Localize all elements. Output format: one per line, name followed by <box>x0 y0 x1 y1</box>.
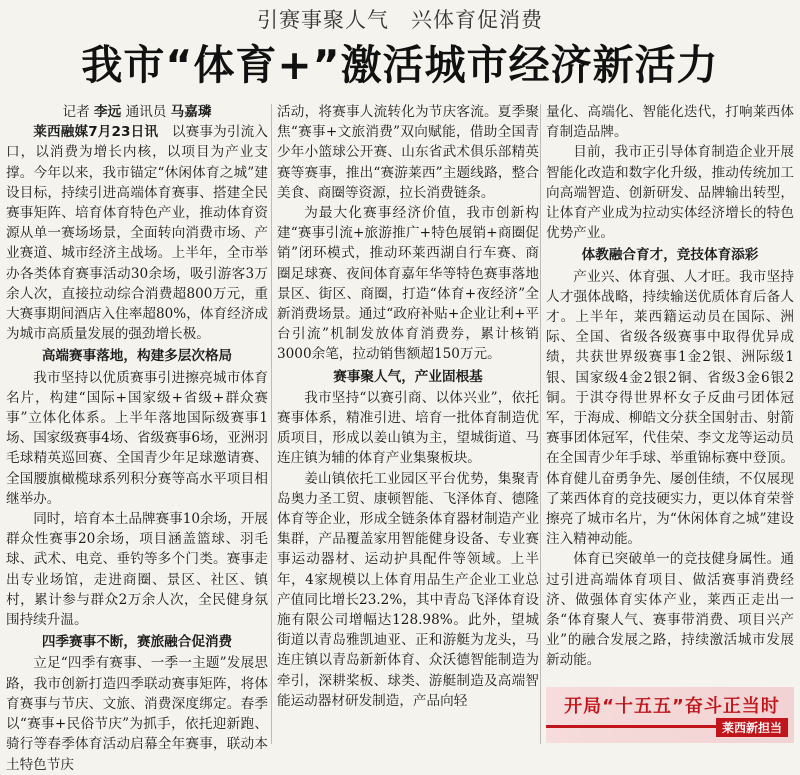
paragraph: 活动，将赛事人流转化为节庆客流。夏季聚焦“赛事+文旅消费”双向赋能，借助全国青少年小篮球公开赛、山东省武术俱乐部精英赛等赛事，推出“赛游莱西”主题线路，整合美食、商圈等资源，拉长消费链条。 <box>277 104 539 201</box>
column-divider <box>540 104 541 744</box>
article-subtitle: 引赛事聚人气 兴体育促消费 <box>257 8 543 32</box>
article-column-3 <box>546 102 794 682</box>
correspondent-name: 马嘉璘 <box>170 104 212 120</box>
paragraph-text: 以赛事为引流入口，以消费为增长内核，以项目为产业支撑。今年以来，我市锚定“休闲体育之城”建设目标，持续引进高端体育赛事、搭建全民赛事矩阵、培育体育特色产业，推动体育资源从单一赛场场景，全面转向消费市场、产业赛道、城市经济主战场。上半年，全市举办各类体育赛事活动30余场，吸引游客3万余人次，直接拉动综合消费超800万元，重大赛事期间酒店入住率超80%，体育经济成为城市高质量发展的强劲增长极。 <box>6 124 269 343</box>
correspondent-label: 通讯员 <box>125 104 167 120</box>
article-column-1 <box>6 102 269 773</box>
paragraph: 我市坚持以优质赛事引进擦亮城市体育名片，构建“国际+国家级+省级+群众赛事”立体化体系。上半年落地国际级赛事1场、国家级赛事4场、省级赛事6场，亚洲羽毛球精英巡回赛、全国青少年足球邀请赛、全国腰旗橄榄球系列积分赛等高水平项目相继举办。 <box>6 369 268 507</box>
paragraph <box>6 122 268 344</box>
banner-title: 开局“十五五”奋斗正当时 <box>564 696 780 717</box>
paragraph: 为最大化赛事经济价值，我市创新构建“赛事引流+旅游推广+特色展销+商圈促销”闭环模式，推动环莱西湖自行车赛、商圈足球赛、夜间体育嘉年华等特色赛事落地景区、街区、商圈，打造“体育+夜经济”全新消费场景。通过“政府补贴+企业让利+平台引流”机制发放体育消费券，累计核销3000余笔，拉动销售额超150万元。 <box>277 205 539 363</box>
section-heading: 高端赛事落地，构建多层次格局 <box>41 348 233 365</box>
paragraph: 姜山镇依托工业园区平台优势，集聚青岛奥力圣工贸、康顿智能、飞泽体育、德隆体育等企业，形成全链条体育器材制造产业集群，产品覆盖家用智能健身设备、专业赛事运动器材、运动护具配件等领域。上半年，4家规模以上体育用品生产企业工业总产值同比增长23.2%，其中青岛飞泽体育设施有限公司增幅达128.98%。此外，望城街道以青岛雅凯迪亚、正和游艇为龙头，马连庄镇以青岛新新体育、众沃德智能制造为牵引，深耕桨板、球类、游艇制造及高端智能运动器材研发制造，产品向轻 <box>277 470 539 709</box>
dateline: 莱西融媒7月23日讯 <box>33 124 159 141</box>
paragraph: 目前，我市正引导体育制造企业开展智能化改造和数字化升级，推动传统加工向高端智造、创新研发、品牌输出转型，让体育产业成为拉动实体经济增长的特色优势产业。 <box>546 144 794 242</box>
column-divider <box>271 104 272 744</box>
paragraph: 量化、高端化、智能化迭代，打响莱西体育制造品牌。 <box>546 104 794 141</box>
byline <box>6 102 268 122</box>
banner-ribbon <box>546 725 726 728</box>
campaign-banner <box>546 687 794 743</box>
paragraph: 同时，培育本土品牌赛事10余场，开展群众性赛事20余场，项目涵盖篮球、羽毛球、武术、电竞、垂钓等多个门类。赛事走出专业场馆，走进商圈、景区、社区、镇村，累计参与群众2万余人次，全民健身氛围持续升温。 <box>6 511 268 629</box>
banner-tag: 莱西新担当 <box>716 718 788 737</box>
reporter-label: 记者 <box>62 104 90 120</box>
paragraph: 体育已突破单一的竞技健身属性。通过引进高端体育项目、做活赛事消费经济、做强体育实体产业，莱西正走出一条“体育聚人气、赛事带消费、项目兴产业”的融合发展之路，持续激活城市发展新动能。 <box>546 551 794 669</box>
section-heading: 四季赛事不断，赛旅融合促消费 <box>41 634 233 651</box>
paragraph: 立足“四季有赛事、一季一主题”发展思路，我市创新打造四季联动赛事矩阵，将体育赛事与节庆、文旅、消费深度绑定。春季以“赛事+民俗节庆”为抓手，依托迎新跑、骑行等春季体育活动启幕全年赛事，联动本土特色节庆 <box>6 655 268 773</box>
reporter-name: 李远 <box>94 104 122 120</box>
paragraph: 产业兴、体育强、人才旺。我市坚持人才强体战略，持续输送优质体育后备人才。上半年，莱西籍运动员在国际、洲际、全国、省级各级赛事中取得优异成绩，共获世界级赛事1金2银、洲际级1银、国家级4金2银2铜、省级3金6银2铜。于淇夺得世界杯女子反曲弓团体冠军，于海成、柳皓文分获全国射击、射箭赛事团体冠军，代佳荣、李文龙等运动员在全国青少年手球、举重锦标赛中登顶。体育健儿奋勇争先、屡创佳绩，不仅展现了莱西体育的竞技硬实力，更以体育荣誉擦亮了城市名片，为“休闲体育之城”建设注入精神动能。 <box>546 268 794 548</box>
article-headline: 我市“体育+”激活城市经济新活力 <box>81 41 719 89</box>
paragraph: 我市坚持“以赛引商、以体兴业”，依托赛事体系，精准引进、培育一批体育制造优质项目，形成以姜山镇为主，望城街道、马连庄镇为辅的体育产业集聚板块。 <box>277 389 539 467</box>
section-heading: 赛事聚人气，产业固根基 <box>333 368 483 385</box>
article-column-2 <box>277 102 539 747</box>
section-heading: 体教融合育才，竞技体育添彩 <box>581 247 759 264</box>
